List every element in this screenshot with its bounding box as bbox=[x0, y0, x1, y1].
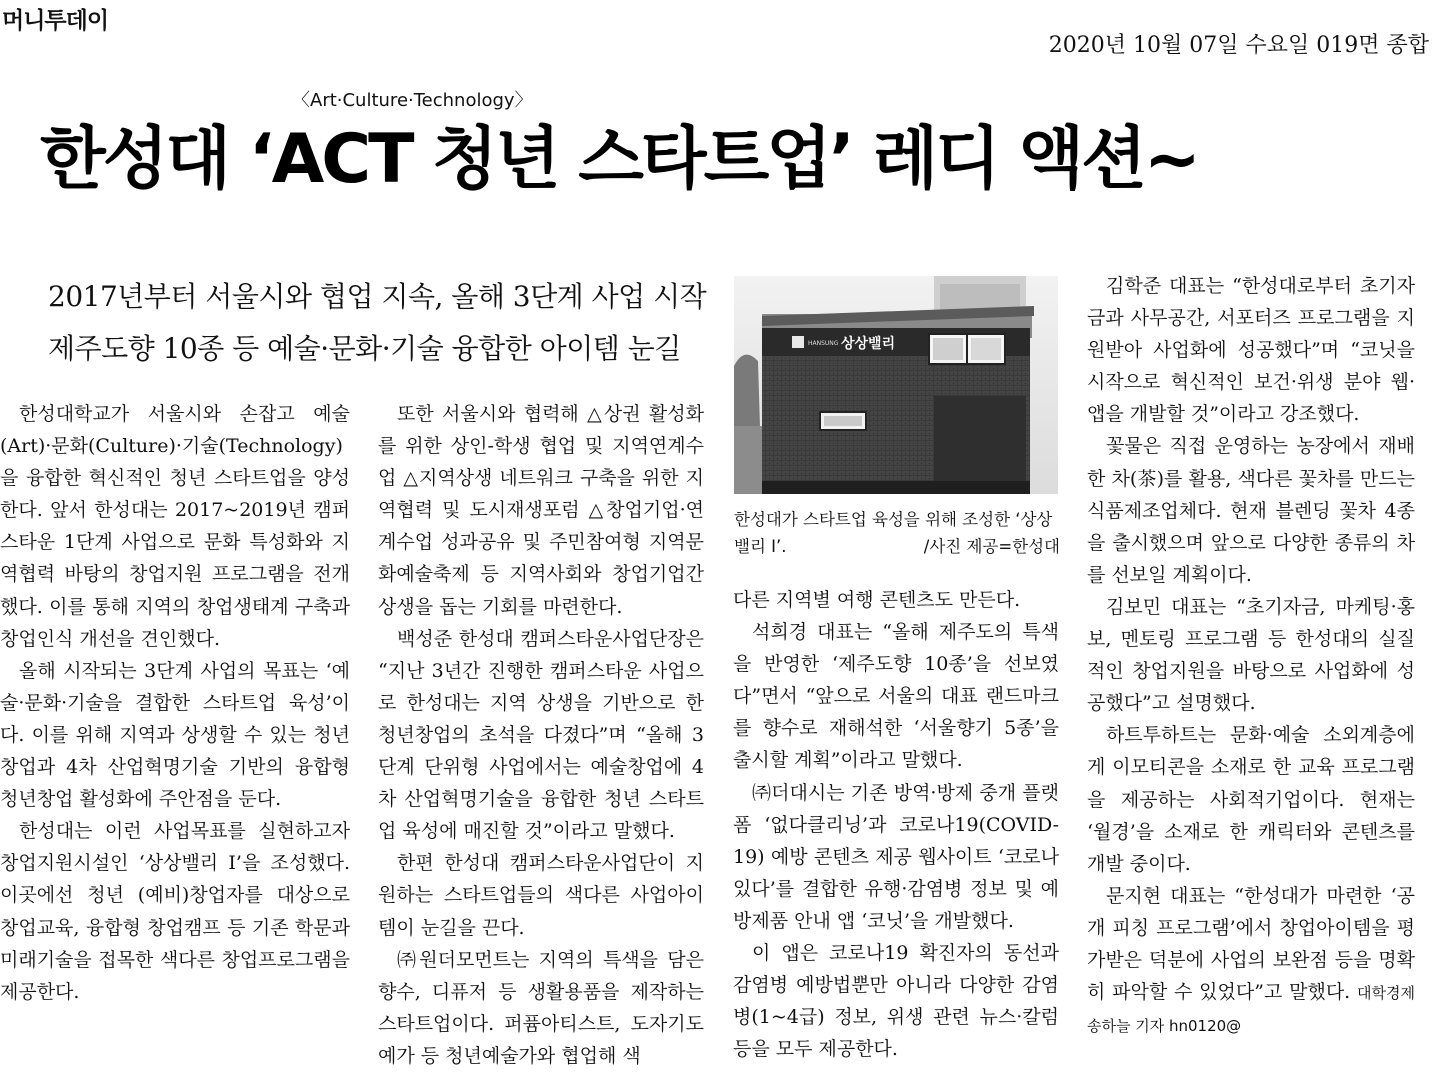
paragraph: 석희경 대표는 “올해 제주도의 특색을 반영한 ‘제주도향 10종’을 선보였다”면서 “앞으로 서울의 대표 랜드마크를 향수로 재해석한 ‘서울향기 5종’을 출시할 계획”이라고 말했다. bbox=[733, 621, 1059, 772]
paragraph: 김학준 대표는 “한성대로부터 초기자금과 사무공간, 서포터즈 프로그램을 지원받아 사업화에 성공했다”며 “코닛을 시작으로 혁신적인 보건·위생 분야 웹·앱을 개발할 것”이라고 강조했다. bbox=[1087, 275, 1415, 426]
paragraph: 한편 한성대 캠퍼스타운사업단이 지원하는 스타트업들의 색다른 사업아이템이 눈길을 끈다. bbox=[378, 852, 704, 939]
paragraph: 한성대학교가 서울시와 손잡고 예술(Art)·문화(Culture)·기술(Technology)을 융합한 혁신적인 청년 스타트업을 양성한다. 앞서 한성대는 2017~2019년 캠퍼스타운 1단계 사업으로 문화 특성화와 지역협력 바탕의 창업지원 프로그램을 전개했다. 이를 통해 지역의 창업생태계 구축과 창업인식 개선을 견인했다. bbox=[0, 403, 350, 650]
paragraph: 김보민 대표는 “초기자금, 마케팅·홍보, 멘토링 프로그램 등 한성대의 실질적인 창업지원을 바탕으로 사업화에 성공했다”고 설명했다. bbox=[1087, 595, 1415, 715]
article-column-4 bbox=[1087, 270, 1415, 1042]
byline: 대학경제 송하늘 기자 hn0120@ bbox=[1087, 984, 1415, 1036]
kicker: 〈Art·Culture·Technology〉 bbox=[292, 90, 533, 111]
sign-text: 상상밸리 bbox=[841, 336, 896, 352]
paragraph: ㈜원더모먼트는 지역의 특색을 담은 향수, 디퓨저 등 생활용품을 제작하는 스타트업이다. 퍼퓸아티스트, 도자기도예가 등 청년예술가와 협업해 색 bbox=[378, 948, 704, 1067]
building-photo bbox=[734, 276, 1058, 494]
paragraph: 한성대는 이런 사업목표를 실현하고자 창업지원시설인 ‘상상밸리 I’을 조성했다. 이곳에선 청년 (예비)창업자를 대상으로 창업교육, 융합형 창업캠프 등 기존 학문과 미래기술을 접목한 색다른 창업프로그램을 제공한다. bbox=[0, 820, 350, 1003]
subhead-2: 제주도향 10종 등 예술·문화·기술 융합한 아이템 눈길 bbox=[48, 332, 681, 365]
sign-logo: HANSUNG bbox=[808, 340, 839, 347]
caption-text: 한성대가 스타트업 육성을 위해 조성한 ‘상상밸리 I’. bbox=[734, 510, 1053, 556]
article-column-1 bbox=[0, 398, 350, 1008]
caption-credit: /사진 제공=한성대 bbox=[923, 537, 1060, 556]
paragraph: 다른 지역별 여행 콘텐츠도 만든다. bbox=[733, 589, 1021, 611]
dateline: 2020년 10월 07일 수요일 019면 종합 bbox=[1048, 33, 1429, 58]
paragraph: 하트투하트는 문화·예술 소외계층에게 이모티콘을 소재로 한 교육 프로그램을 제공하는 사회적기업이다. 현재는 ‘월경’을 소재로 한 캐릭터와 콘텐츠를 개발 중이다. bbox=[1087, 724, 1415, 875]
paragraph: 올해 시작되는 3단계 사업의 목표는 ‘예술·문화·기술을 결합한 스타트업 육성’이다. 이를 위해 지역과 상생할 수 있는 청년창업과 4차 산업혁명기술 기반의 융합형 청년창업 활성화에 주안점을 둔다. bbox=[0, 659, 350, 811]
paragraph bbox=[1087, 880, 1415, 1042]
article-column-2 bbox=[378, 398, 704, 1072]
paragraph-text: 문지현 대표는 “한성대가 마련한 ‘공개 피칭 프로그램’에서 창업아이템을 평가받은 덕분에 사업의 보완점 등을 명확히 파악할 수 있었다”고 말했다. bbox=[1087, 884, 1415, 1004]
photo-caption bbox=[734, 506, 1060, 560]
paragraph: 이 앱은 코로나19 확진자의 동선과 감염병 예방법뿐만 아니라 다양한 감염병(1~4급) 정보, 위생 관련 뉴스·칼럼 등을 모두 제공한다. bbox=[733, 942, 1059, 1061]
headline: 한성대 ‘ACT 청년 스타트업’ 레디 액션~ bbox=[40, 120, 1198, 199]
article-column-3 bbox=[733, 584, 1059, 1065]
paragraph: 또한 서울시와 협력해 △상권 활성화를 위한 상인-학생 협업 및 지역연계수업 △지역상생 네트워크 구축을 위한 지역협력 및 도시재생포럼 △창업기업·연계수업 성과공유 및 주민참여형 지역문화예술축제 등 지역사회와 창업기업간 상생을 돕는 기회를 마련한다. bbox=[378, 403, 704, 618]
masthead: 머니투데이 bbox=[2, 8, 109, 34]
subhead-1: 2017년부터 서울시와 협업 지속, 올해 3단계 사업 시작 bbox=[48, 280, 707, 313]
paragraph: 백성준 한성대 캠퍼스타운사업단장은 “지난 3년간 진행한 캠퍼스타운 사업으로 한성대는 지역 상생을 기반으로 한 청년창업의 초석을 다졌다”며 “올해 3단계 단위형 사업에서는 예술창업에 4차 산업혁명기술을 융합한 청년 스타트업 육성에 매진할 것”이라고 말했다. bbox=[378, 627, 704, 843]
paragraph: ㈜더대시는 기존 방역·방제 중개 플랫폼 ‘없다클리닝’과 코로나19(COVID-19) 예방 콘텐츠 제공 웹사이트 ‘코로나있다’를 결합한 유행·감염병 정보 및 예방제품 안내 앱 ‘코닛’을 개발했다. bbox=[733, 781, 1059, 932]
paragraph: 꽃물은 직접 운영하는 농장에서 재배한 차(茶)를 활용, 색다른 꽃차를 만드는 식품제조업체다. 현재 블렌딩 꽃차 4종을 출시했으며 앞으로 다양한 종류의 차를 선보일 계획이다. bbox=[1087, 435, 1415, 586]
